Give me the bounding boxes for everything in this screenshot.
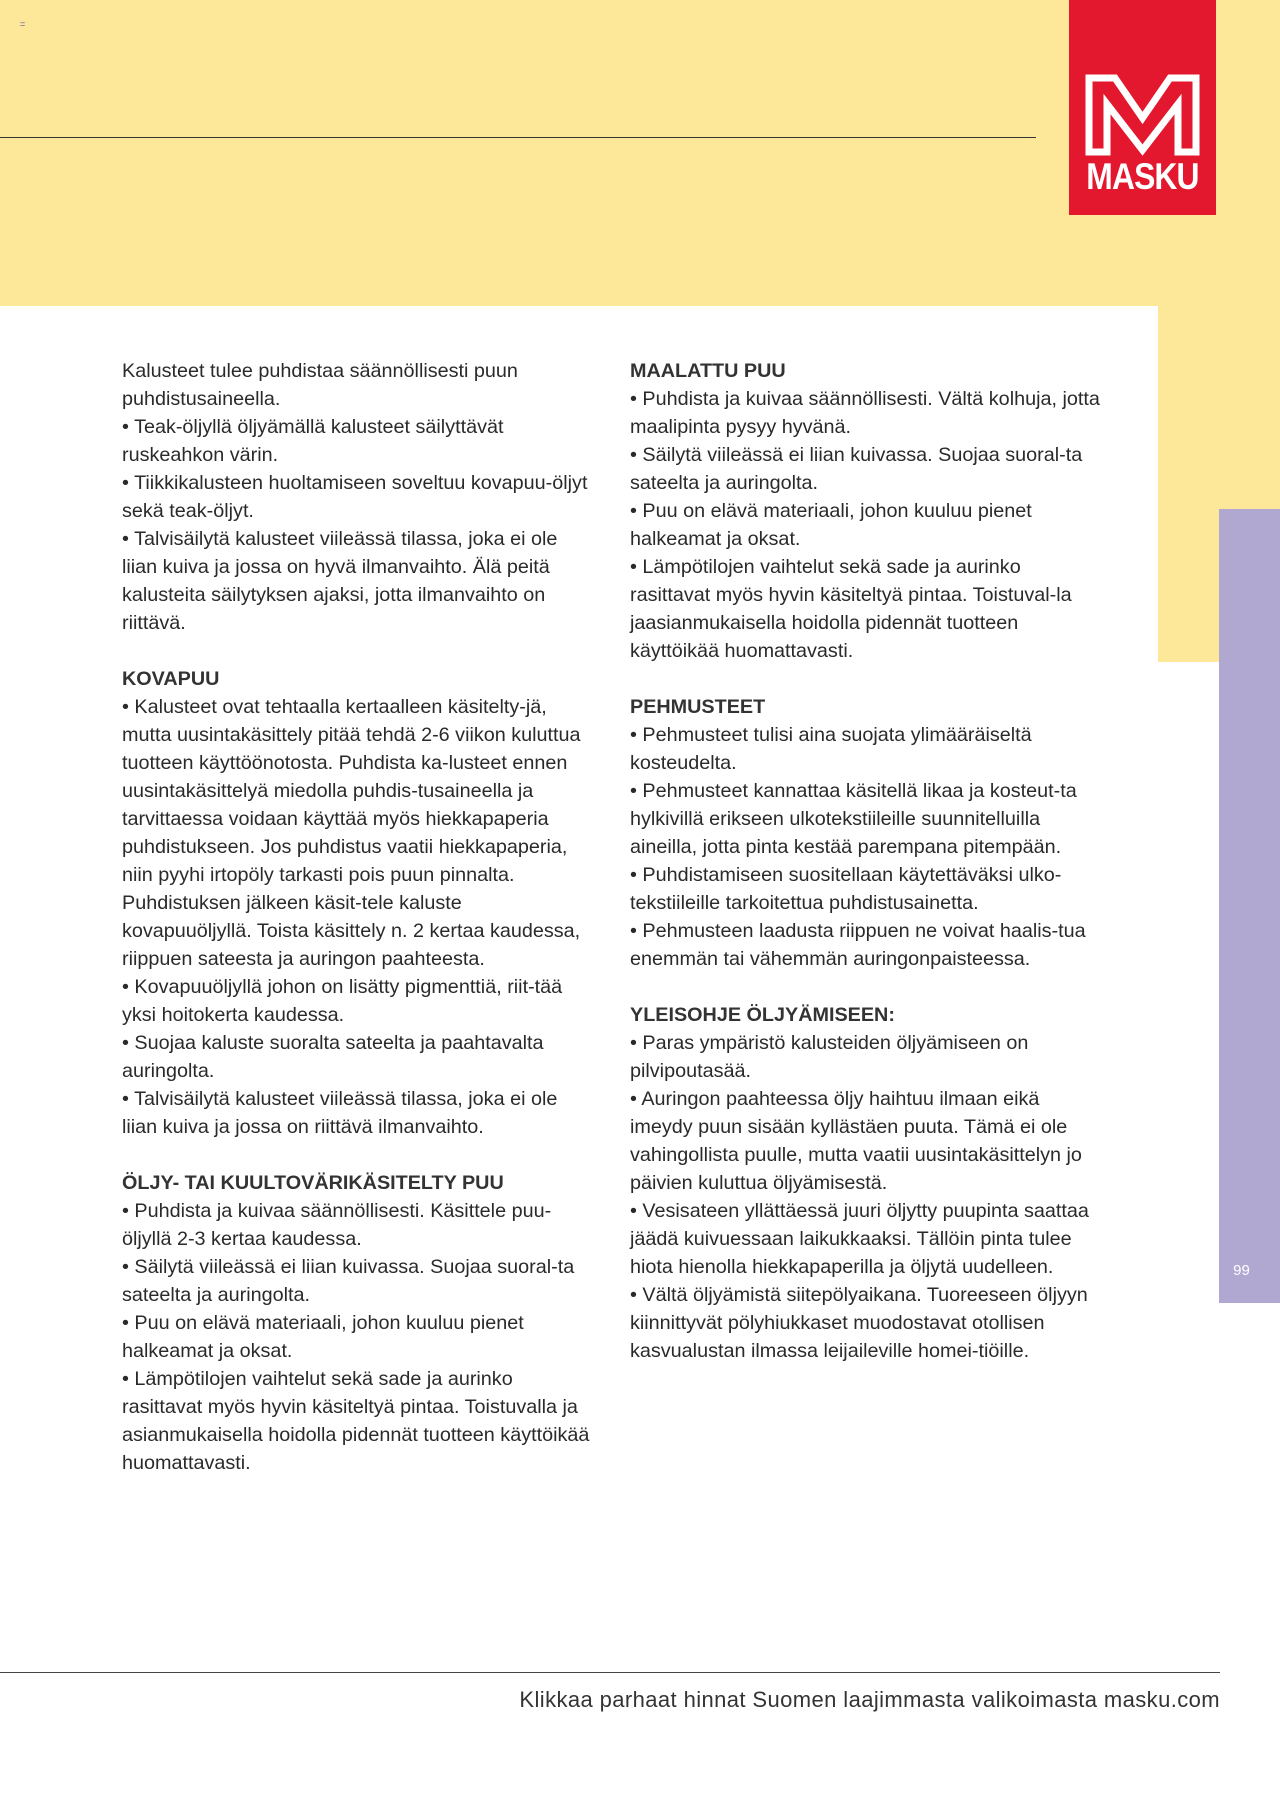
intro-section <box>122 357 592 637</box>
list-item: • Puu on elävä materiaali, johon kuuluu pienet halkeamat ja oksat. <box>630 500 1032 550</box>
list-item: • Säilytä viileässä ei liian kuivassa. Suojaa suoral-ta sateelta ja auringolta. <box>630 444 1083 494</box>
list-item: • Lämpötilojen vaihtelut sekä sade ja aurinko rasittavat myös hyvin käsiteltyä pintaa. Toistuval-la jaasianmukaisella hoidolla pidennät tuotteen käyttöikää huomattavasti. <box>630 556 1072 662</box>
list-item: • Kalusteet ovat tehtaalla kertaalleen käsitelty-jä, mutta uusintakäsittely pitää tehdä 2-6 viikon kuluttua tuotteen käyttöönotosta. Puhdista ka-lusteet ennen uusintakäsittelyä miedolla puhdis-tusaineella ja tarvittaessa voidaan käyttää myös hiekkapaperia puhdistukseen. Jos puhdistus vaatii hiekkapaperia, niin pyyhi irtopöly tarkasti pois puun pinnalta. Puhdistuksen jälkeen käsit-tele kaluste kovapuuöljyllä. Toista käsittely n. 2 kertaa kaudessa, riippuen sateesta ja auringon paahteesta. <box>122 696 581 970</box>
list-item: • Suojaa kaluste suoralta sateelta ja paahtavalta auringolta. <box>122 1032 544 1082</box>
list-item: • Puhdista ja kuivaa säännöllisesti. Vältä kolhuja, jotta maalipinta pysyy hyvänä. <box>630 388 1100 438</box>
brand-name: MASKU <box>1086 156 1199 197</box>
footer-rule <box>0 1672 1220 1673</box>
list-item: • Kovapuuöljyllä johon on lisätty pigmenttiä, riit-tää yksi hoitokerta kaudessa. <box>122 976 563 1026</box>
footer-link[interactable]: Klikkaa parhaat hinnat Suomen laajimmasta valikoimasta masku.com <box>519 1687 1220 1712</box>
kovapuu-section <box>122 665 592 1141</box>
corner-mark: = <box>20 19 26 29</box>
care-instructions <box>122 357 1102 1505</box>
list-item: • Talvisäilytä kalusteet viileässä tilassa, joka ei ole liian kuiva ja jossa on riittävä ilmanvaihto. <box>122 1088 558 1138</box>
list-item: • Pehmusteet kannattaa käsitellä likaa ja kosteut-ta hylkivillä erikseen ulkotekstiileille suunnitelluilla aineilla, jotta pinta kestää parempana pitempään. <box>630 780 1077 858</box>
intro-text: Kalusteet tulee puhdistaa säännöllisesti puun puhdistusaineella. <box>122 360 518 410</box>
header-rule <box>0 137 1036 138</box>
section-heading: PEHMUSTEET <box>630 696 766 718</box>
list-item: • Paras ympäristö kalusteiden öljyämiseen on pilvipoutasää. <box>630 1032 1029 1082</box>
list-item: • Vältä öljyämistä siitepölyaikana. Tuoreeseen öljyyn kiinnittyvät pölyhiukkaset muodostavat otollisen kasvualustan ilmassa leijaileville homei-tiöille. <box>630 1284 1088 1362</box>
list-item: • Puu on elävä materiaali, johon kuuluu pienet halkeamat ja oksat. <box>122 1312 524 1362</box>
list-item: • Vesisateen yllättäessä juuri öljytty puupinta saattaa jäädä kuivuessaan laikukkaaksi. Tällöin pinta tulee hiota hienolla hiekkapaperilla ja öljytä uudelleen. <box>630 1200 1089 1278</box>
list-item: • Talvisäilytä kalusteet viileässä tilassa, joka ei ole liian kuiva ja jossa on hyvä ilmanvaihto. Älä peitä kalusteita säilytyksen ajaksi, jotta ilmanvaihto on riittävä. <box>122 528 558 634</box>
section-heading: KOVAPUU <box>122 668 220 690</box>
list-item: • Lämpötilojen vaihtelut sekä sade ja aurinko rasittavat myös hyvin käsiteltyä pintaa. Toistuvalla ja asianmukaisella hoidolla pidennät tuotteen käyttöikää huomattavasti. <box>122 1368 590 1474</box>
section-heading: MAALATTU PUU <box>630 360 786 382</box>
list-item: • Teak-öljyllä öljyämällä kalusteet säilyttävät ruskeahkon värin. <box>122 416 504 466</box>
maalattu-section <box>630 357 1100 665</box>
list-item: • Säilytä viileässä ei liian kuivassa. Suojaa suoral-ta sateelta ja auringolta. <box>122 1256 575 1306</box>
yleisohje-section <box>630 1001 1100 1365</box>
list-item: • Pehmusteet tulisi aina suojata ylimääräiseltä kosteudelta. <box>630 724 1032 774</box>
list-item: • Auringon paahteessa öljy haihtuu ilmaan eikä imeydy puun sisään kyllästäen puuta. Tämä ei ole vahingollista puulle, mutta vaatii uusintakäsittelyn jo päivien kuluttua öljyämisestä. <box>630 1088 1082 1194</box>
section-heading: ÖLJY- TAI KUULTOVÄRIKÄSITELTY PUU <box>122 1172 504 1194</box>
masku-logo[interactable] <box>1069 0 1216 215</box>
oljy-section <box>122 1169 592 1477</box>
side-tab-purple <box>1219 509 1280 1303</box>
list-item: • Puhdistamiseen suositellaan käytettäväksi ulko-tekstiileille tarkoitettua puhdistusainetta. <box>630 864 1062 914</box>
left-column <box>122 357 592 1505</box>
page-number: 99 <box>1233 1262 1250 1279</box>
pehmusteet-section <box>630 693 1100 973</box>
list-item: • Pehmusteen laadusta riippuen ne voivat haalis-tua enemmän tai vähemmän auringonpaisteessa. <box>630 920 1086 970</box>
section-heading: YLEISOHJE ÖLJYÄMISEEN: <box>630 1004 895 1026</box>
right-column <box>630 357 1100 1505</box>
list-item: • Tiikkikalusteen huoltamiseen soveltuu kovapuu-öljyt sekä teak-öljyt. <box>122 472 588 522</box>
list-item: • Puhdista ja kuivaa säännöllisesti. Käsittele puu-öljyllä 2-3 kertaa kaudessa. <box>122 1200 552 1250</box>
masku-m-icon <box>1085 74 1200 156</box>
